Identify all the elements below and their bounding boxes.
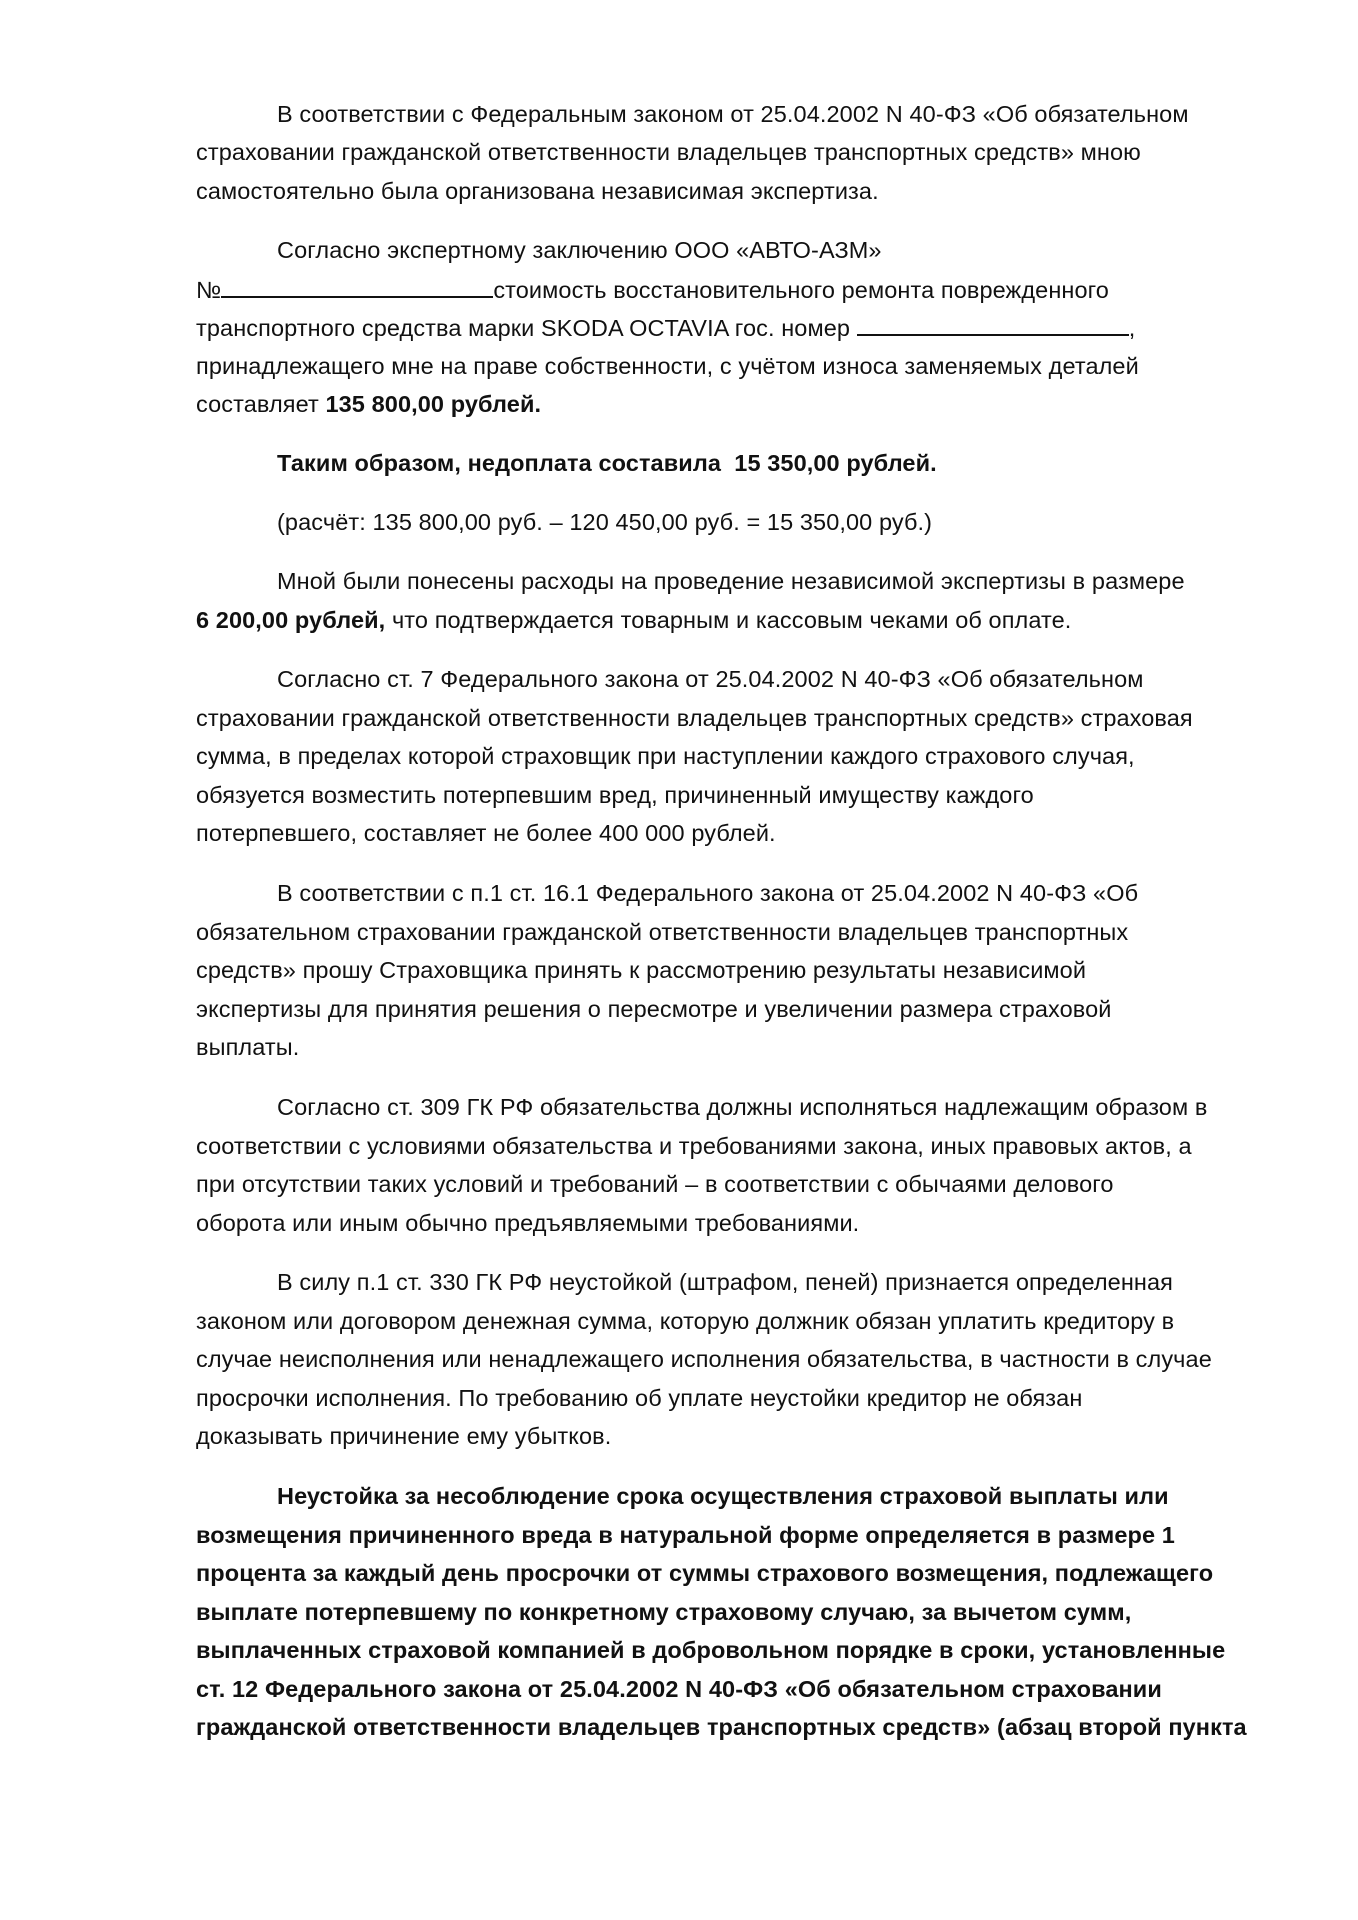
text-line: самостоятельно была организована независимая экспертиза. [196, 178, 879, 204]
amount-bold: 6 200,00 рублей, [196, 607, 386, 633]
blank-underline [857, 312, 1129, 336]
penalty-line: гражданской ответственности владельцев транспортных средств» (абзац второй пункта [196, 1714, 1247, 1740]
blank-underline [221, 274, 493, 298]
text-fragment: транспортного средства марки SKODA OCTAVIA гос. номер [196, 315, 857, 341]
text-line: сумма, в пределах которой страховщик при наступлении каждого страхового случая, [196, 743, 1135, 769]
text-fragment: , [1128, 315, 1136, 341]
penalty-line: процента за каждый день просрочки от суммы страхового возмещения, подлежащего [196, 1560, 1214, 1586]
text-fragment: что подтверждается товарным и кассовым чеками об оплате. [385, 607, 1072, 633]
text-line: Согласно ст. 7 Федерального закона от 25.04.2002 N 40-ФЗ «Об обязательном [277, 666, 1144, 692]
text-line: В соответствии с п.1 ст. 16.1 Федерального закона от 25.04.2002 N 40-ФЗ «Об [277, 880, 1139, 906]
underpayment-line: Таким образом, недоплата составила 15 350,00 рублей. [277, 450, 937, 476]
calculation-line: (расчёт: 135 800,00 руб. – 120 450,00 руб. = 15 350,00 руб.) [277, 509, 933, 535]
text-fragment: стоимость восстановительного ремонта поврежденного [493, 277, 1109, 303]
text-line [196, 605, 1071, 635]
text-line [196, 312, 1135, 343]
penalty-line: Неустойка за несоблюдение срока осуществления страховой выплаты или [277, 1483, 1169, 1509]
text-line: соответствии с условиями обязательства и требованиями закона, иных правовых актов, а [196, 1133, 1192, 1159]
penalty-line: возмещения причиненного вреда в натуральной форме определяется в размере 1 [196, 1522, 1175, 1548]
text-line: принадлежащего мне на праве собственности, с учётом износа заменяемых деталей [196, 353, 1139, 379]
text-line [196, 274, 1109, 305]
text-line: средств» прошу Страховщика принять к рассмотрению результаты независимой [196, 957, 1087, 983]
text-line: Согласно ст. 309 ГК РФ обязательства должны исполняться надлежащим образом в [277, 1094, 1208, 1120]
text-line: Мной были понесены расходы на проведение независимой экспертизы в размере [277, 568, 1185, 594]
text-line: В силу п.1 ст. 330 ГК РФ неустойкой (штрафом, пеней) признается определенная [277, 1269, 1173, 1295]
text-line: Согласно экспертному заключению ООО «АВТО-АЗМ» [277, 237, 882, 263]
text-line: обязуется возместить потерпевшим вред, причиненный имуществу каждого [196, 782, 1034, 808]
text-line: обязательном страховании гражданской ответственности владельцев транспортных [196, 919, 1129, 945]
text-line: законом или договором денежная сумма, которую должник обязан уплатить кредитору в [196, 1308, 1175, 1334]
text-line: экспертизы для принятия решения о пересмотре и увеличении размера страховой [196, 996, 1112, 1022]
text-line: оборота или иным обычно предъявляемыми требованиями. [196, 1210, 860, 1236]
text-line: страховании гражданской ответственности владельцев транспортных средств» страховая [196, 705, 1193, 731]
amount-bold: 135 800,00 рублей. [325, 391, 542, 417]
text-line: страховании гражданской ответственности владельцев транспортных средств» мною [196, 139, 1141, 165]
penalty-line: выплате потерпевшему по конкретному страховому случаю, за вычетом сумм, [196, 1599, 1132, 1625]
text-line: потерпевшего, составляет не более 400 000 рублей. [196, 820, 776, 846]
number-sign: № [196, 277, 222, 303]
penalty-line: ст. 12 Федерального закона от 25.04.2002 N 40-ФЗ «Об обязательном страховании [196, 1676, 1162, 1702]
text-line: В соответствии с Федеральным законом от 25.04.2002 N 40-ФЗ «Об обязательном [277, 101, 1189, 127]
text-fragment: составляет [196, 391, 326, 417]
text-line: просрочки исполнения. По требованию об уплате неустойки кредитор не обязан [196, 1385, 1083, 1411]
text-line: при отсутствии таких условий и требований – в соответствии с обычаями делового [196, 1171, 1114, 1197]
text-line: выплаты. [196, 1034, 300, 1060]
text-line [196, 389, 541, 419]
text-line: доказывать причинение ему убытков. [196, 1423, 612, 1449]
penalty-line: выплаченных страховой компанией в добровольном порядке в сроки, установленные [196, 1637, 1226, 1663]
text-line: случае неисполнения или ненадлежащего исполнения обязательства, в частности в случае [196, 1346, 1212, 1372]
